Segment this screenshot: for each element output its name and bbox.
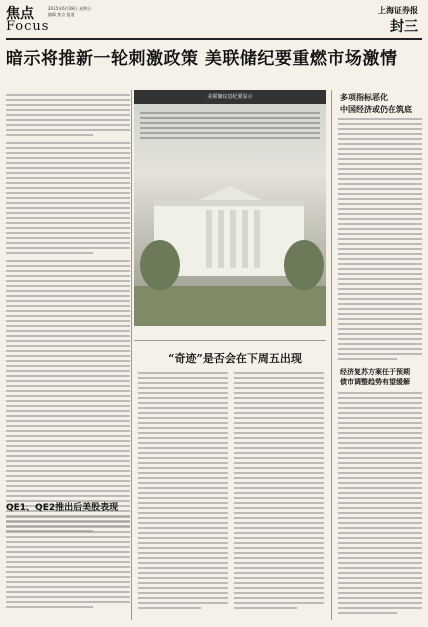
lawn [134, 286, 326, 326]
right-article-title-line2: 中国经济或仍在筑底 [340, 105, 412, 114]
page-header [0, 0, 428, 40]
qe-section-text [6, 516, 130, 611]
right-article-text [338, 118, 422, 363]
photo-overlay-text [140, 112, 320, 142]
right-article2-title-line2: 债市调整趋势有望缓解 [340, 378, 410, 386]
center-rule [134, 340, 326, 341]
right-article2-title-line1: 经济复苏方案任于预期 [340, 368, 410, 376]
right-article2-text [338, 392, 422, 617]
center-article-title: “奇迹”是否会在下周五出现 [168, 352, 302, 365]
left-column-text [6, 94, 130, 535]
edition-line: 编辑 焦点 报道 [48, 12, 75, 17]
photo-caption: 美联储议息纪要显示 [134, 90, 326, 104]
paper-name: 上海证券报 [378, 6, 418, 15]
section-name-cn: 焦点 [6, 6, 34, 22]
right-article-title-line1: 多项指标恶化 [340, 93, 388, 102]
column-divider-right [331, 90, 332, 620]
center-col-1-text [138, 372, 228, 612]
page-label: 封三 [390, 19, 418, 35]
column-divider [131, 90, 132, 620]
header-rule [6, 38, 422, 40]
section-name-en: Focus [6, 19, 50, 34]
main-headline: 暗示将推新一轮刺激政策 美联储纪要重燃市场激情 [6, 49, 398, 69]
federal-reserve-photo [134, 90, 326, 326]
center-col-2-text [234, 372, 324, 612]
qe-section-heading: QE1、QE2推出后美股表现 [6, 503, 119, 513]
issue-date: 2015年6月28日 星期日 [48, 6, 92, 11]
